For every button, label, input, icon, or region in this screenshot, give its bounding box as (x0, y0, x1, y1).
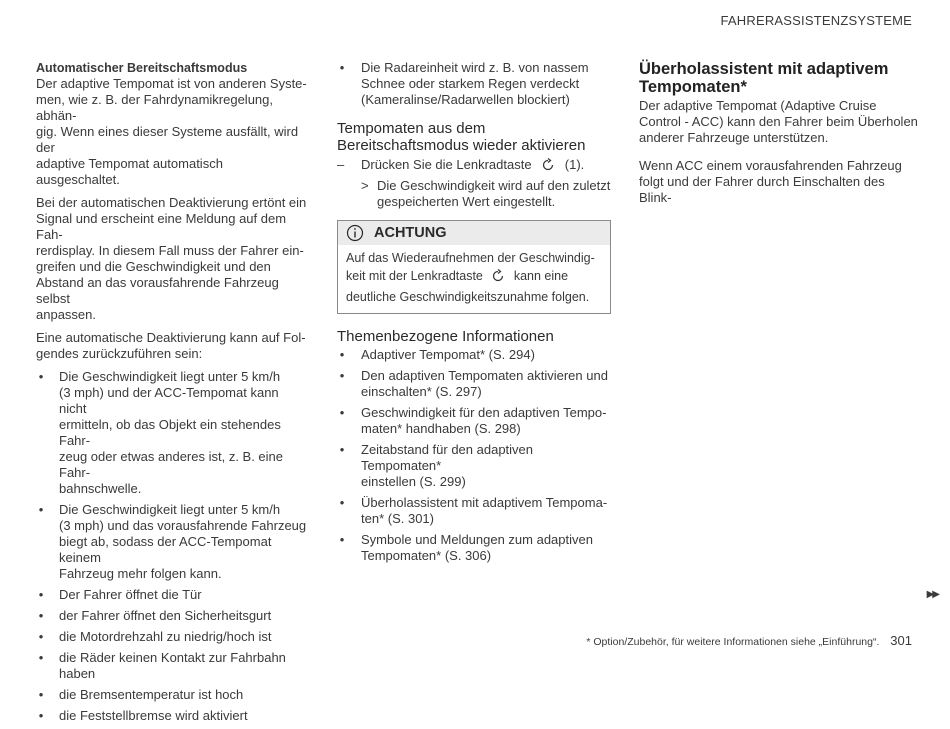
list-item: • Die Geschwindigkeit liegt unter 5 km/h (3 mph) und der ACC-Tempomat kann nicht ermitteln, ob das Objekt ein stehendes Fahr- zeug oder etwas anderes ist, z. B. eine Fahr- bahnschwelle. (38, 369, 284, 496)
line: Bei der automatischen Deaktivierung ertönt ein (36, 195, 307, 210)
step-ref: (1). (564, 157, 585, 172)
list-item: • Die Geschwindigkeit liegt unter 5 km/h (3 mph) und das vorausfahrende Fahrzeug biegt ab, sodass der ACC-Tempomat keinem Fahrzeug mehr folgen kann. (38, 502, 307, 581)
warning-box (337, 220, 611, 314)
related-link[interactable]: • Adaptiver Tempomat* (S. 294) (339, 347, 535, 362)
list-item: • die Bremsentemperatur ist hoch (38, 687, 244, 702)
line: Abstand an das vorausfahrende Fahrzeug selbst (36, 275, 279, 306)
list-item: • der Fahrer öffnet den Sicherheitsgurt (38, 608, 272, 623)
instruction-step (337, 157, 612, 176)
result-marker: > (361, 178, 369, 193)
related-link[interactable]: • Symbole und Meldungen zum adaptiven Tempomaten* (S. 306) (339, 532, 593, 563)
resume-icon (541, 158, 555, 176)
running-header: FAHRERASSISTENZSYSTEME (720, 13, 912, 28)
intro-paragraph: Der adaptive Tempomat (Adaptive Cruise Control - ACC) kann den Fahrer beim Überholen anderer Fahrzeuge unterstützen. (639, 98, 918, 145)
warning-title: ACHTUNG (374, 225, 447, 241)
line: anpassen. (36, 307, 96, 322)
page-footer (586, 633, 912, 648)
resume-icon (491, 269, 505, 288)
warning-text: Auf das Wiederaufnehmen der Geschwindig- keit mit der Lenkradtaste kann eine deutliche Geschwindigkeitszunahme folgen. (346, 251, 595, 304)
list-item: • Die Radareinheit wird z. B. von nassem Schnee oder starkem Regen verdeckt (Kameralinse/Radarwellen blockiert) (339, 60, 589, 107)
next-page-icon[interactable]: ▶▶ (926, 589, 938, 600)
line: Signal und erscheint eine Meldung auf dem Fah- (36, 211, 287, 242)
paragraph-1 (36, 76, 308, 188)
step-dash: – (337, 157, 345, 172)
paragraph-3 (36, 330, 308, 362)
line: Eine automatische Deaktivierung kann auf Fol- (36, 330, 306, 345)
column-1 (36, 60, 308, 729)
line: adaptive Tempomat automatisch ausgeschaltet. (36, 156, 223, 187)
related-link[interactable]: • Überholassistent mit adaptivem Tempoma- ten* (S. 301) (339, 495, 608, 526)
line: Der adaptive Tempomat ist von anderen Syste- (36, 76, 307, 91)
continued-reasons-list (337, 60, 612, 108)
footnote: * Option/Zubehör, für weitere Informationen siehe „Einführung“. (586, 636, 880, 648)
list-item: • Der Fahrer öffnet die Tür (38, 587, 202, 602)
related-link[interactable]: • Geschwindigkeit für den adaptiven Tempo- maten* handhaben (S. 298) (339, 405, 607, 436)
line: gendes zurückzuführen sein: (36, 346, 203, 361)
list-item: • die Räder keinen Kontakt zur Fahrbahn haben (38, 650, 286, 681)
paragraph-2 (36, 195, 308, 323)
warning-info-icon (346, 224, 364, 242)
line: gig. Wenn eines dieser Systeme ausfällt, wird der (36, 124, 299, 155)
related-info-title: Themenbezogene Informationen (337, 328, 554, 345)
list-item: • die Motordrehzahl zu niedrig/hoch ist (38, 629, 272, 644)
deactivation-reasons-list (36, 369, 308, 724)
subheading-standby: Automatischer Bereitschaftsmodus (36, 61, 248, 75)
body-paragraph: Wenn ACC einem vorausfahrenden Fahrzeug folgt und der Fahrer durch Einschalten des Blink- (639, 158, 902, 205)
page-number: 301 (890, 633, 912, 648)
line: men, wie z. B. der Fahrdynamikregelung, abhän- (36, 92, 273, 123)
step-result: > Die Geschwindigkeit wird auf den zuletzt gespeicherten Wert eingestellt. (361, 178, 611, 209)
warning-header (338, 221, 610, 245)
column-3 (639, 60, 919, 213)
list-item: • die Feststellbremse wird aktiviert (38, 708, 248, 723)
column-2 (337, 60, 612, 569)
section-title-reactivate: Tempomaten aus dem Bereitschaftsmodus wieder aktivieren (337, 120, 586, 154)
related-links-list (337, 347, 612, 564)
step-text: Drücken Sie die Lenkradtaste (361, 157, 532, 172)
line: greifen und die Geschwindigkeit und den (36, 259, 271, 274)
section-title-overtake: Überholassistent mit adaptivem Tempomaten* (639, 60, 889, 96)
related-link[interactable]: • Den adaptiven Tempomaten aktivieren und einschalten* (S. 297) (339, 368, 608, 399)
line: rerdisplay. In diesem Fall muss der Fahrer ein- (36, 243, 304, 258)
related-link[interactable]: • Zeitabstand für den adaptiven Tempomaten* einstellen (S. 299) (339, 442, 534, 489)
